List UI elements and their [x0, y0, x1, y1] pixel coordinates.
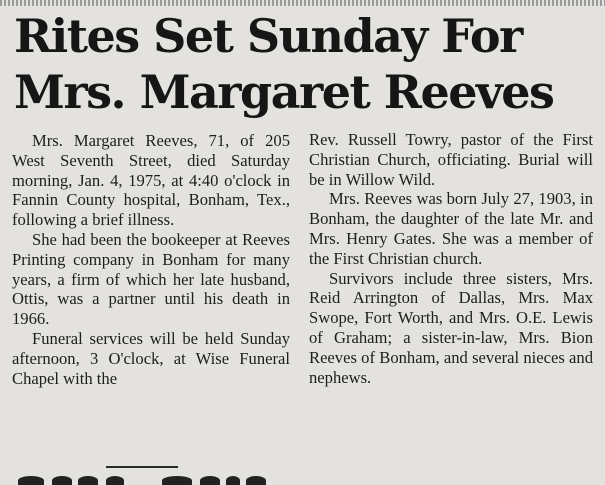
article-headline — [14, 8, 599, 120]
top-rule — [0, 0, 605, 6]
cropped-letter-shape — [78, 476, 98, 485]
cropped-letter-shape — [246, 476, 266, 485]
paragraph-death-notice: Mrs. Margaret Reeves, 71, of 205 West Seventh Street, died Saturday morning, Jan. 4, 1975, at 4:40 o'clock in Fannin County hospital, Bonham, Tex., following a brief illness. — [12, 131, 290, 230]
paragraph-funeral-services: Funeral services will be held Sunday afternoon, 3 O'clock, at Wise Funeral Chapel with the — [12, 328, 290, 388]
article-end-divider — [106, 466, 178, 468]
paragraph-officiating-continued: Rev. Russell Towry, pastor of the First Christian Church, officiating. Burial will be in Willow Wild. — [309, 130, 593, 189]
headline-line-2: Mrs. Margaret Reeves — [14, 65, 554, 119]
cropped-letter-shape — [106, 476, 124, 485]
cropped-letter-shape — [52, 476, 72, 485]
headline-line-1: Rites Set Sunday For — [14, 9, 522, 63]
paragraph-birth: Mrs. Reeves was born July 27, 1903, in Bonham, the daughter of the late Mr. and Mrs. Henry Gates. She was a member of the First Christian church. — [309, 189, 593, 268]
paragraph-bookkeeper: She had been the bookeeper at Reeves Printing company in Bonham for many years, a firm of which her late husband, Ottis, was a partner until his death in 1966. — [12, 229, 290, 329]
cropped-letter-shape — [162, 476, 192, 485]
paragraph-survivors: Survivors include three sisters, Mrs. Reid Arrington of Dallas, Mrs. Max Swope, Fort Worth, and Mrs. O.E. Lewis of Graham; a sister-in-law, Mrs. Bion Reeves of Bonham, and several nieces and nephews. — [309, 268, 593, 387]
next-article-headline-fragment — [12, 476, 272, 485]
cropped-letter-shape — [18, 476, 44, 485]
left-column — [12, 131, 290, 388]
cropped-letter-shape — [226, 476, 240, 485]
right-column — [309, 130, 593, 387]
cropped-letter-shape — [200, 476, 220, 485]
